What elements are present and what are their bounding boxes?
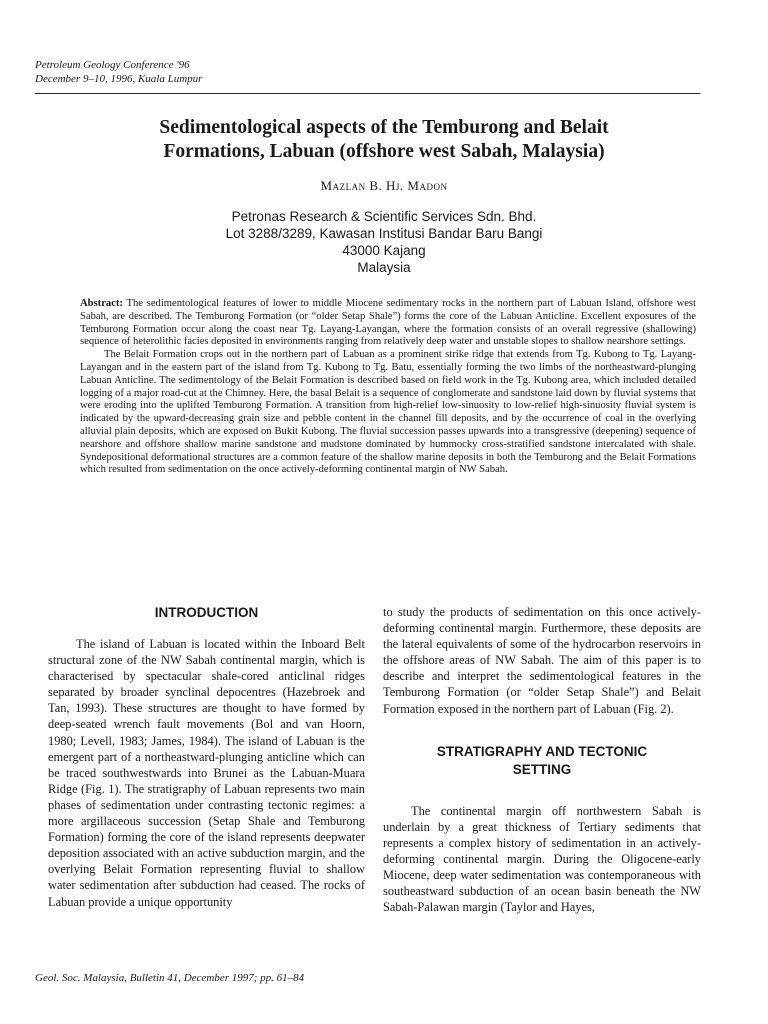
stratigraphy-heading-line-1: STRATIGRAPHY AND TECTONIC — [436, 743, 648, 759]
intro-paragraph-1: The island of Labuan is located within the Inboard Belt structural zone of the NW Sabah continental margin, which is characterised by spectacular shale-cored anticlinal ridges separated by broader synclinal depocentres (Hazebroek and Tan, 1993). These structures are thought to have formed by deep-seated wrench fault movements (Bol and van Hoorn, 1980; Levell, 1983; James, 1984). The island of Labuan is the emergent part of a northeastward-plunging anticline which can be traced southwestwards into Brunei as the Labuan-Muara Ridge (Fig. 1). The stratigraphy of Labuan represents two main phases of sedimentation under contrasting tectonic regimes: a more argillaceous succession (Setap Shale and Temburong Formation) forming the core of the island represents deepwater deposition associated with an active subduction margin, and the overlying Belait Formation representing fluvial to shallow water sedimentation after subduction had ceased. The rocks of Labuan provide a unique opportunity — [48, 637, 365, 909]
affiliation-line: 43000 Kajang — [342, 243, 426, 258]
page-footer: Geol. Soc. Malaysia, Bulletin 41, December 1997; pp. 61–84 — [35, 972, 305, 984]
affiliation — [60, 208, 708, 276]
title-line-2: Formations, Labuan (offshore west Sabah, Malaysia) — [163, 141, 605, 162]
section-heading-introduction: INTRODUCTION — [154, 605, 259, 620]
stratigraphy-heading-line-2: SETTING — [512, 761, 572, 777]
paper-title — [60, 116, 708, 164]
header-rule — [35, 93, 700, 94]
title-line-1: Sedimentological aspects of the Temburong and Belait — [159, 117, 609, 138]
stratigraphy-paragraph-1: The continental margin off northwestern Sabah is underlain by a great thickness of Tertiary sediments that represents a complex history of sedimentation in an actively-deforming continental margin. During the Oligocene-early Miocene, deep water sedimentation was contemporaneous with southeastward subduction of an ocean basin beneath the NW Sabah-Palawan margin (Taylor and Hayes, — [383, 803, 701, 915]
conference-name: Petroleum Geology Conference '96 — [35, 59, 190, 71]
author-name: Mazlan B. Hj. Madon — [320, 178, 448, 193]
affiliation-line: Malaysia — [357, 260, 411, 275]
abstract-paragraph-2: The Belait Formation crops out in the northern part of Labuan as a prominent strike ridge that extends from Tg. Kubong to Tg. Layang-Layangan and in the eastern part of the island from Tg. Kubong to Tg. Batu, essentially forming the two limbs of the northeastward-plunging Labuan Anticline. The sedimentology of the Belait Formation is described based on field work in the Tg. Kubong area, which included detailed logging of a major road-cut at the Chimney. Here, the basal Belait is a sequence of conglomerate and sandstone laid down by fluvial systems that were eroding into the uplifted Temburong Formation. A transition from high-relief low-sinuosity to low-relief high-sinuosity fluvial system is indicated by the upward-decreasing grain size and pebble content in the channel fill deposits, and by the occurrence of coal in the overlying alluvial plain deposits, which are exposed on Bukit Kubong. The fluvial succession passes upwards into a transgressive (deepening) sequence of nearshore and offshore shallow marine sandstone and mudstone dominated by hummocky cross-stratified sandstone intercalated with shale. Syndepositional deformational structures are a common feature of the shallow marine deposits in both the Temburong and the Belait Formations which resulted from sedimentation on the once actively-deforming continental margin of NW Sabah. — [80, 349, 696, 476]
abstract-paragraph-1 — [80, 298, 696, 349]
section-heading-stratigraphy — [383, 743, 701, 779]
affiliation-line: Lot 3288/3289, Kawasan Institusi Bandar Baru Bangi — [225, 226, 543, 241]
conference-header — [35, 58, 202, 86]
intro-paragraph-1-continued: to study the products of sedimentation on this once actively-deforming continental margin. Furthermore, these deposits are the lateral equivalents of some of the hydrocarbon reservoirs in the offshore areas of NW Sabah. The aim of this paper is to describe and interpret the sedimentological features in the Temburong Formation (or “older Setap Shale”) and Belait Formation exposed in the northern part of Labuan (Fig. 2). — [383, 605, 701, 716]
right-column — [383, 604, 701, 915]
abstract-text-1: The sedimentological features of lower to middle Miocene sedimentary rocks in the northern part of Labuan Island, offshore west Sabah, are described. The Temburong Formation (or “older Setap Shale”) forms the core of the Labuan Anticline. Excellent exposures of the Temburong Formation occur along the coast near Tg. Layang-Layangan, where the formation consists of an overall regressive (shallowing) sequence of heterolithic facies deposited in environments ranging from relatively deep water and unstable slopes to shallow nearshore settings. — [80, 298, 696, 348]
conference-dates: December 9–10, 1996, Kuala Lumpur — [35, 73, 203, 85]
left-column — [48, 604, 365, 910]
affiliation-line: Petronas Research & Scientific Services Sdn. Bhd. — [231, 209, 537, 224]
abstract — [80, 298, 696, 477]
abstract-label: Abstract: — [80, 298, 123, 309]
